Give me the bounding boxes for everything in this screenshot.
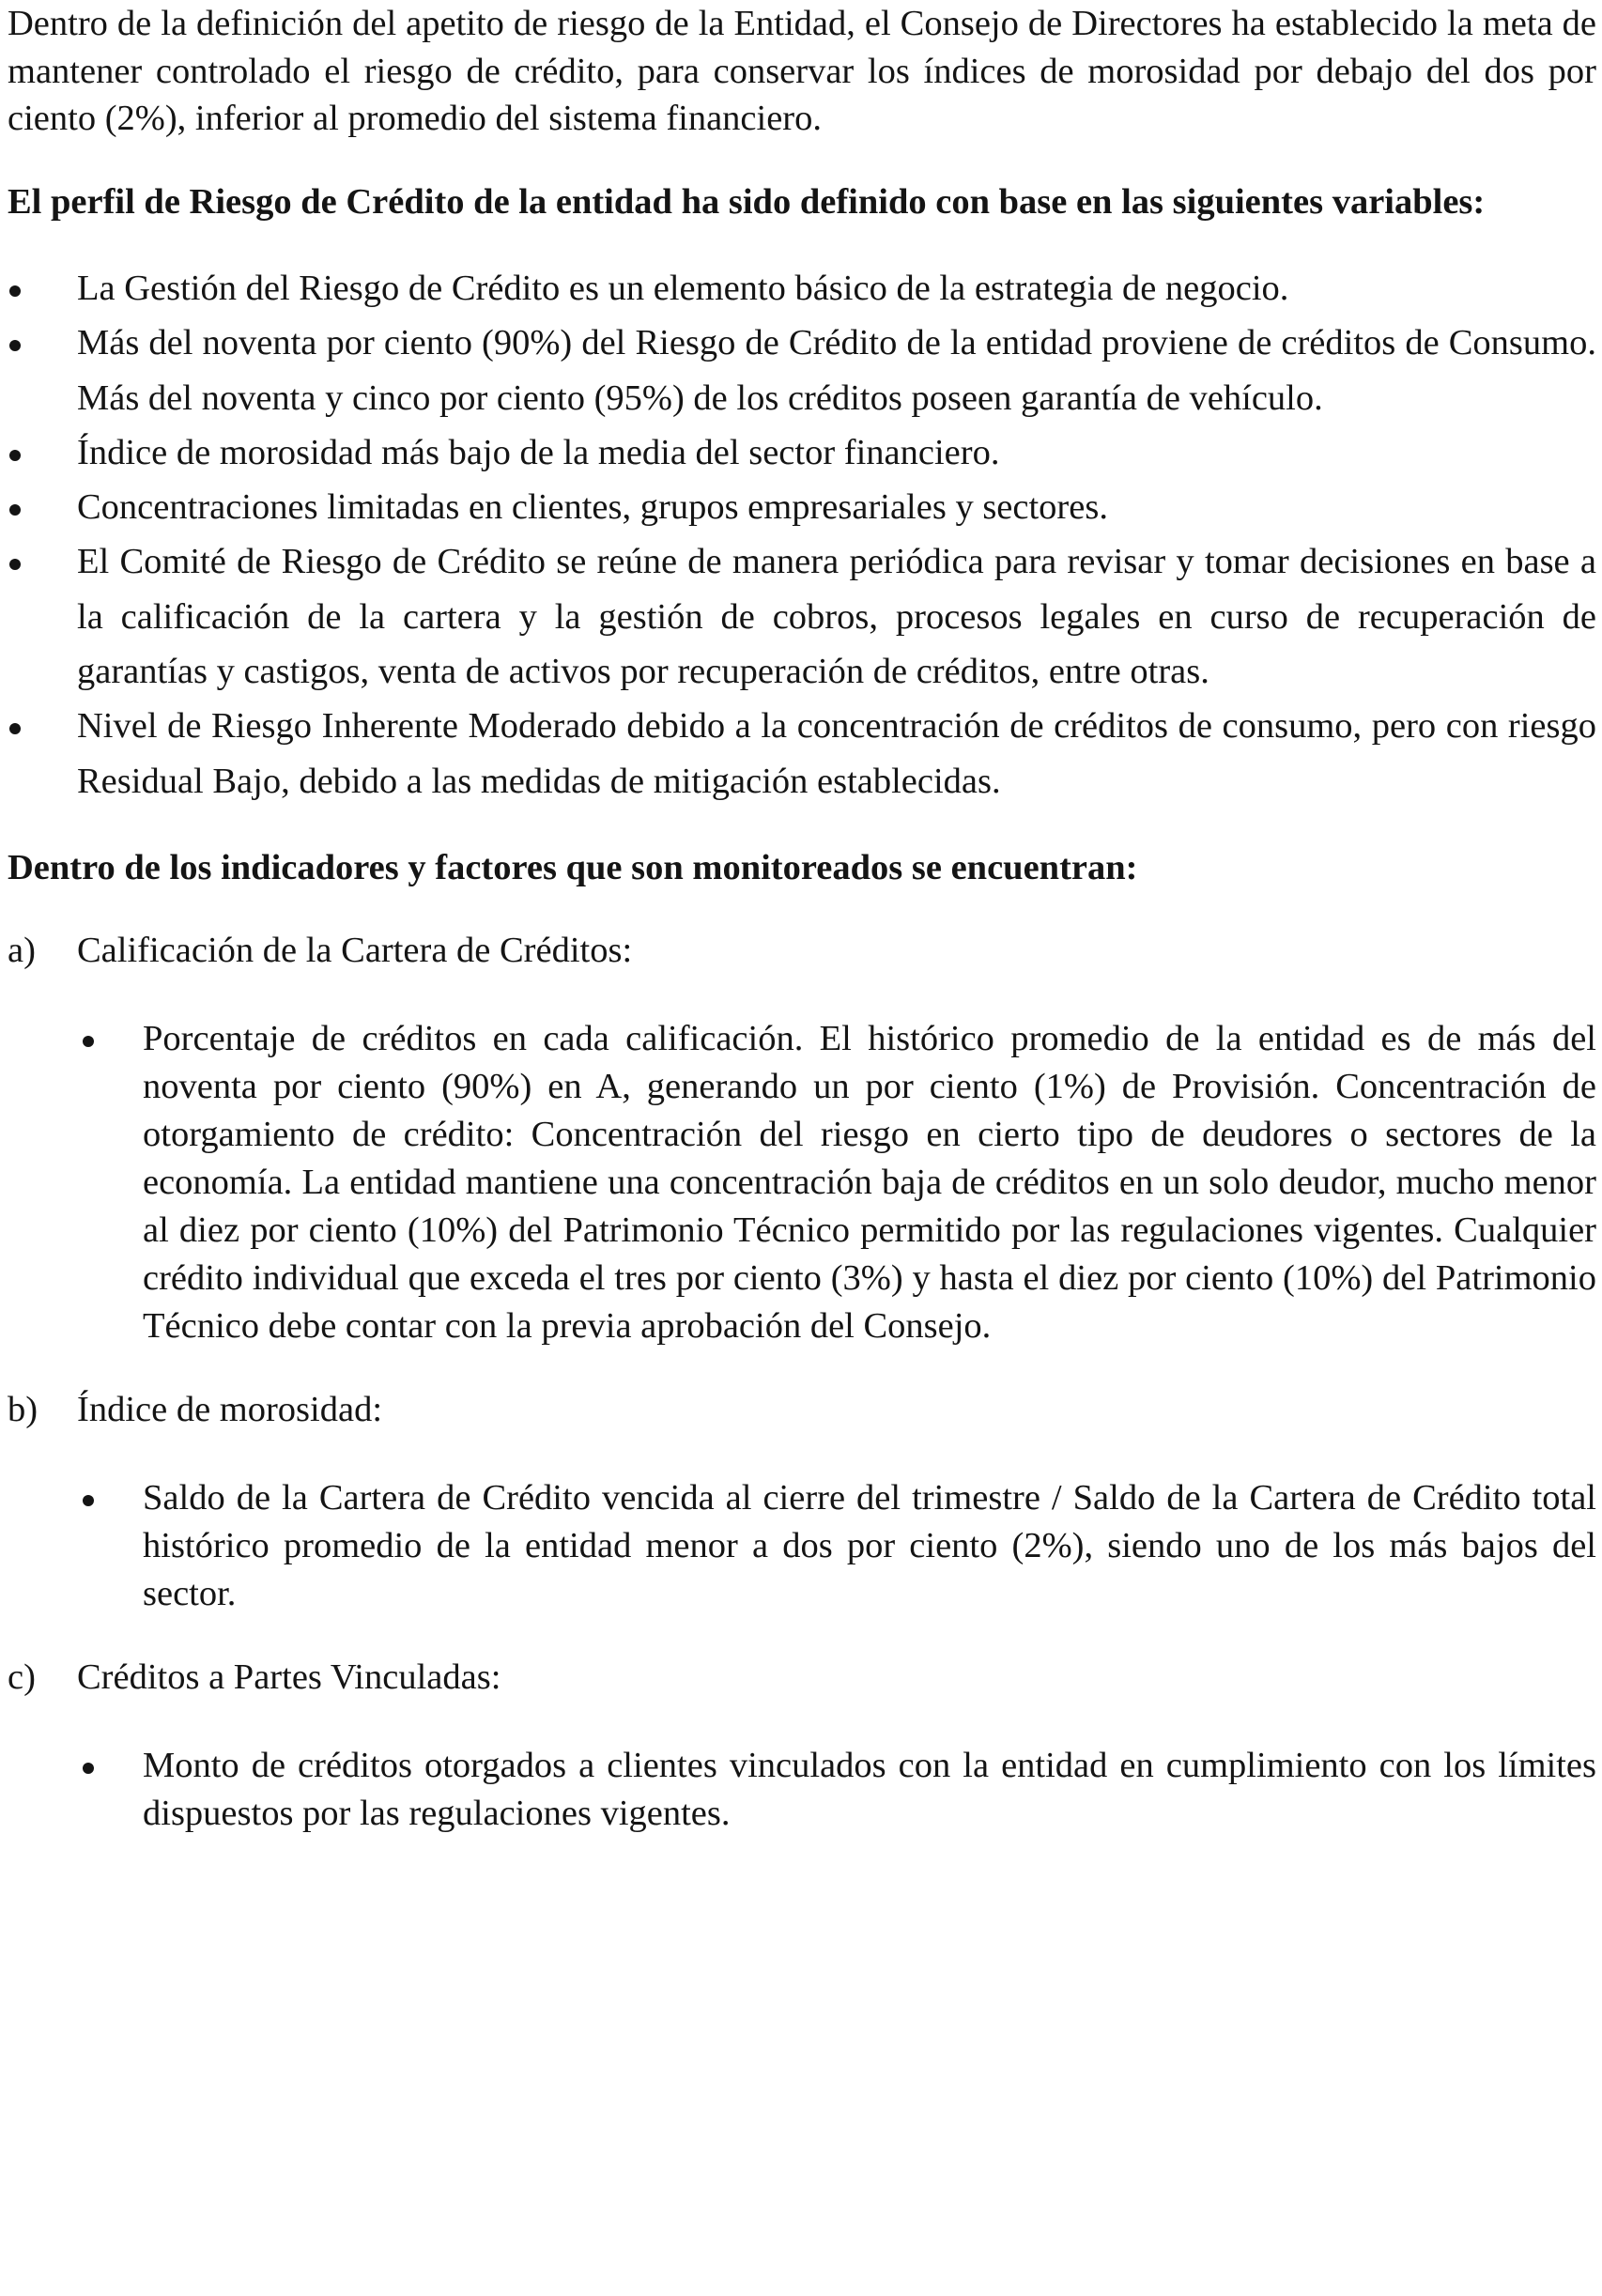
bullet-icon <box>9 504 21 516</box>
list-item-text: Más del noventa por ciento (90%) del Riesgo de Crédito de la entidad proviene de créditos de Consumo. Más del noventa y cinco por ciento (95%) de los créditos poseen garantía de vehículo. <box>77 323 1596 418</box>
list-item <box>8 1015 1596 1350</box>
bullet-icon <box>9 723 21 734</box>
list-item <box>8 425 1596 480</box>
list-item-text: Porcentaje de créditos en cada calificación. El histórico promedio de la entidad es de más del noventa por ciento (90%) en A, generando un por ciento (1%) de Provisión. Concentración de otorgamiento de crédito: Concentración del riesgo en cierto tipo de deudores o sectores de la economía. La entidad mantiene una concentración baja de créditos en un solo deudor, mucho menor al diez por ciento (10%) del Patrimonio Técnico permitido por las regulaciones vigentes. Cualquier crédito individual que exceda el tres por ciento (3%) y hasta el diez por ciento (10%) del Patrimonio Técnico debe contar con la previa aprobación del Consejo. <box>143 1019 1596 1347</box>
section-letter: c) <box>8 1657 36 1698</box>
list-item-text: Saldo de la Cartera de Crédito vencida al cierre del trimestre / Saldo de la Cartera de Crédito total histórico promedio de la entidad menor a dos por ciento (2%), siendo uno de los más bajos del sector. <box>143 1478 1596 1614</box>
list-item <box>8 316 1596 425</box>
list-item-text: Concentraciones limitadas en clientes, grupos empresariales y sectores. <box>77 487 1108 528</box>
section-title <box>8 1386 1596 1433</box>
bullet-icon <box>9 285 21 297</box>
bullet-icon <box>83 1036 94 1047</box>
section-title <box>8 927 1596 974</box>
credit-risk-profile-heading: El perfil de Riesgo de Crédito de la entidad ha sido definido con base en las siguientes variables: <box>8 181 1486 222</box>
bullet-icon <box>9 559 21 570</box>
section-related-parties <box>8 1654 1596 1838</box>
section-title <box>8 1654 1596 1701</box>
list-item-text: Nivel de Riesgo Inherente Moderado debido a la concentración de créditos de consumo, pero con riesgo Residual Bajo, debido a las medidas de mitigación establecidas. <box>77 706 1596 801</box>
list-item <box>8 1474 1596 1618</box>
list-item <box>8 480 1596 534</box>
section-delinquency-index <box>8 1386 1596 1618</box>
document-page <box>8 0 1596 1838</box>
section-portfolio-rating <box>8 927 1596 1350</box>
section-title-text: Calificación de la Cartera de Créditos: <box>77 931 633 971</box>
list-item <box>8 534 1596 699</box>
section-letter: a) <box>8 931 36 971</box>
section-list <box>8 1015 1596 1350</box>
section-title-text: Índice de morosidad: <box>77 1390 383 1430</box>
bullet-icon <box>83 1763 94 1774</box>
list-item-text: Índice de morosidad más bajo de la media del sector financiero. <box>77 432 1000 472</box>
list-item <box>8 261 1596 316</box>
section-list <box>8 1742 1596 1838</box>
section-title-text: Créditos a Partes Vinculadas: <box>77 1657 501 1698</box>
list-item <box>8 1742 1596 1838</box>
credit-risk-profile-list <box>8 261 1596 809</box>
list-item-text: La Gestión del Riesgo de Crédito es un elemento básico de la estrategia de negocio. <box>77 269 1289 308</box>
list-item-text: El Comité de Riesgo de Crédito se reúne de manera periódica para revisar y tomar decisiones en base a la calificación de la cartera y la gestión de cobros, procesos legales en curso de recuperación de garantías y castigos, venta de activos por recuperación de créditos, entre otras. <box>77 542 1596 692</box>
intro-paragraph: Dentro de la definición del apetito de riesgo de la Entidad, el Consejo de Directores ha establecido la meta de mantener controlado el riesgo de crédito, para conservar los índices de morosidad por debajo del dos por ciento (2%), inferior al promedio del sistema financiero. <box>8 4 1596 138</box>
indicators-heading: Dentro de los indicadores y factores que son monitoreados se encuentran: <box>8 847 1138 887</box>
section-letter: b) <box>8 1390 39 1430</box>
list-item <box>8 699 1596 809</box>
bullet-icon <box>83 1495 94 1506</box>
list-item-text: Monto de créditos otorgados a clientes vinculados con la entidad en cumplimiento con los límites dispuestos por las regulaciones vigentes. <box>143 1746 1596 1834</box>
section-list <box>8 1474 1596 1618</box>
bullet-icon <box>9 340 21 351</box>
bullet-icon <box>9 450 21 461</box>
